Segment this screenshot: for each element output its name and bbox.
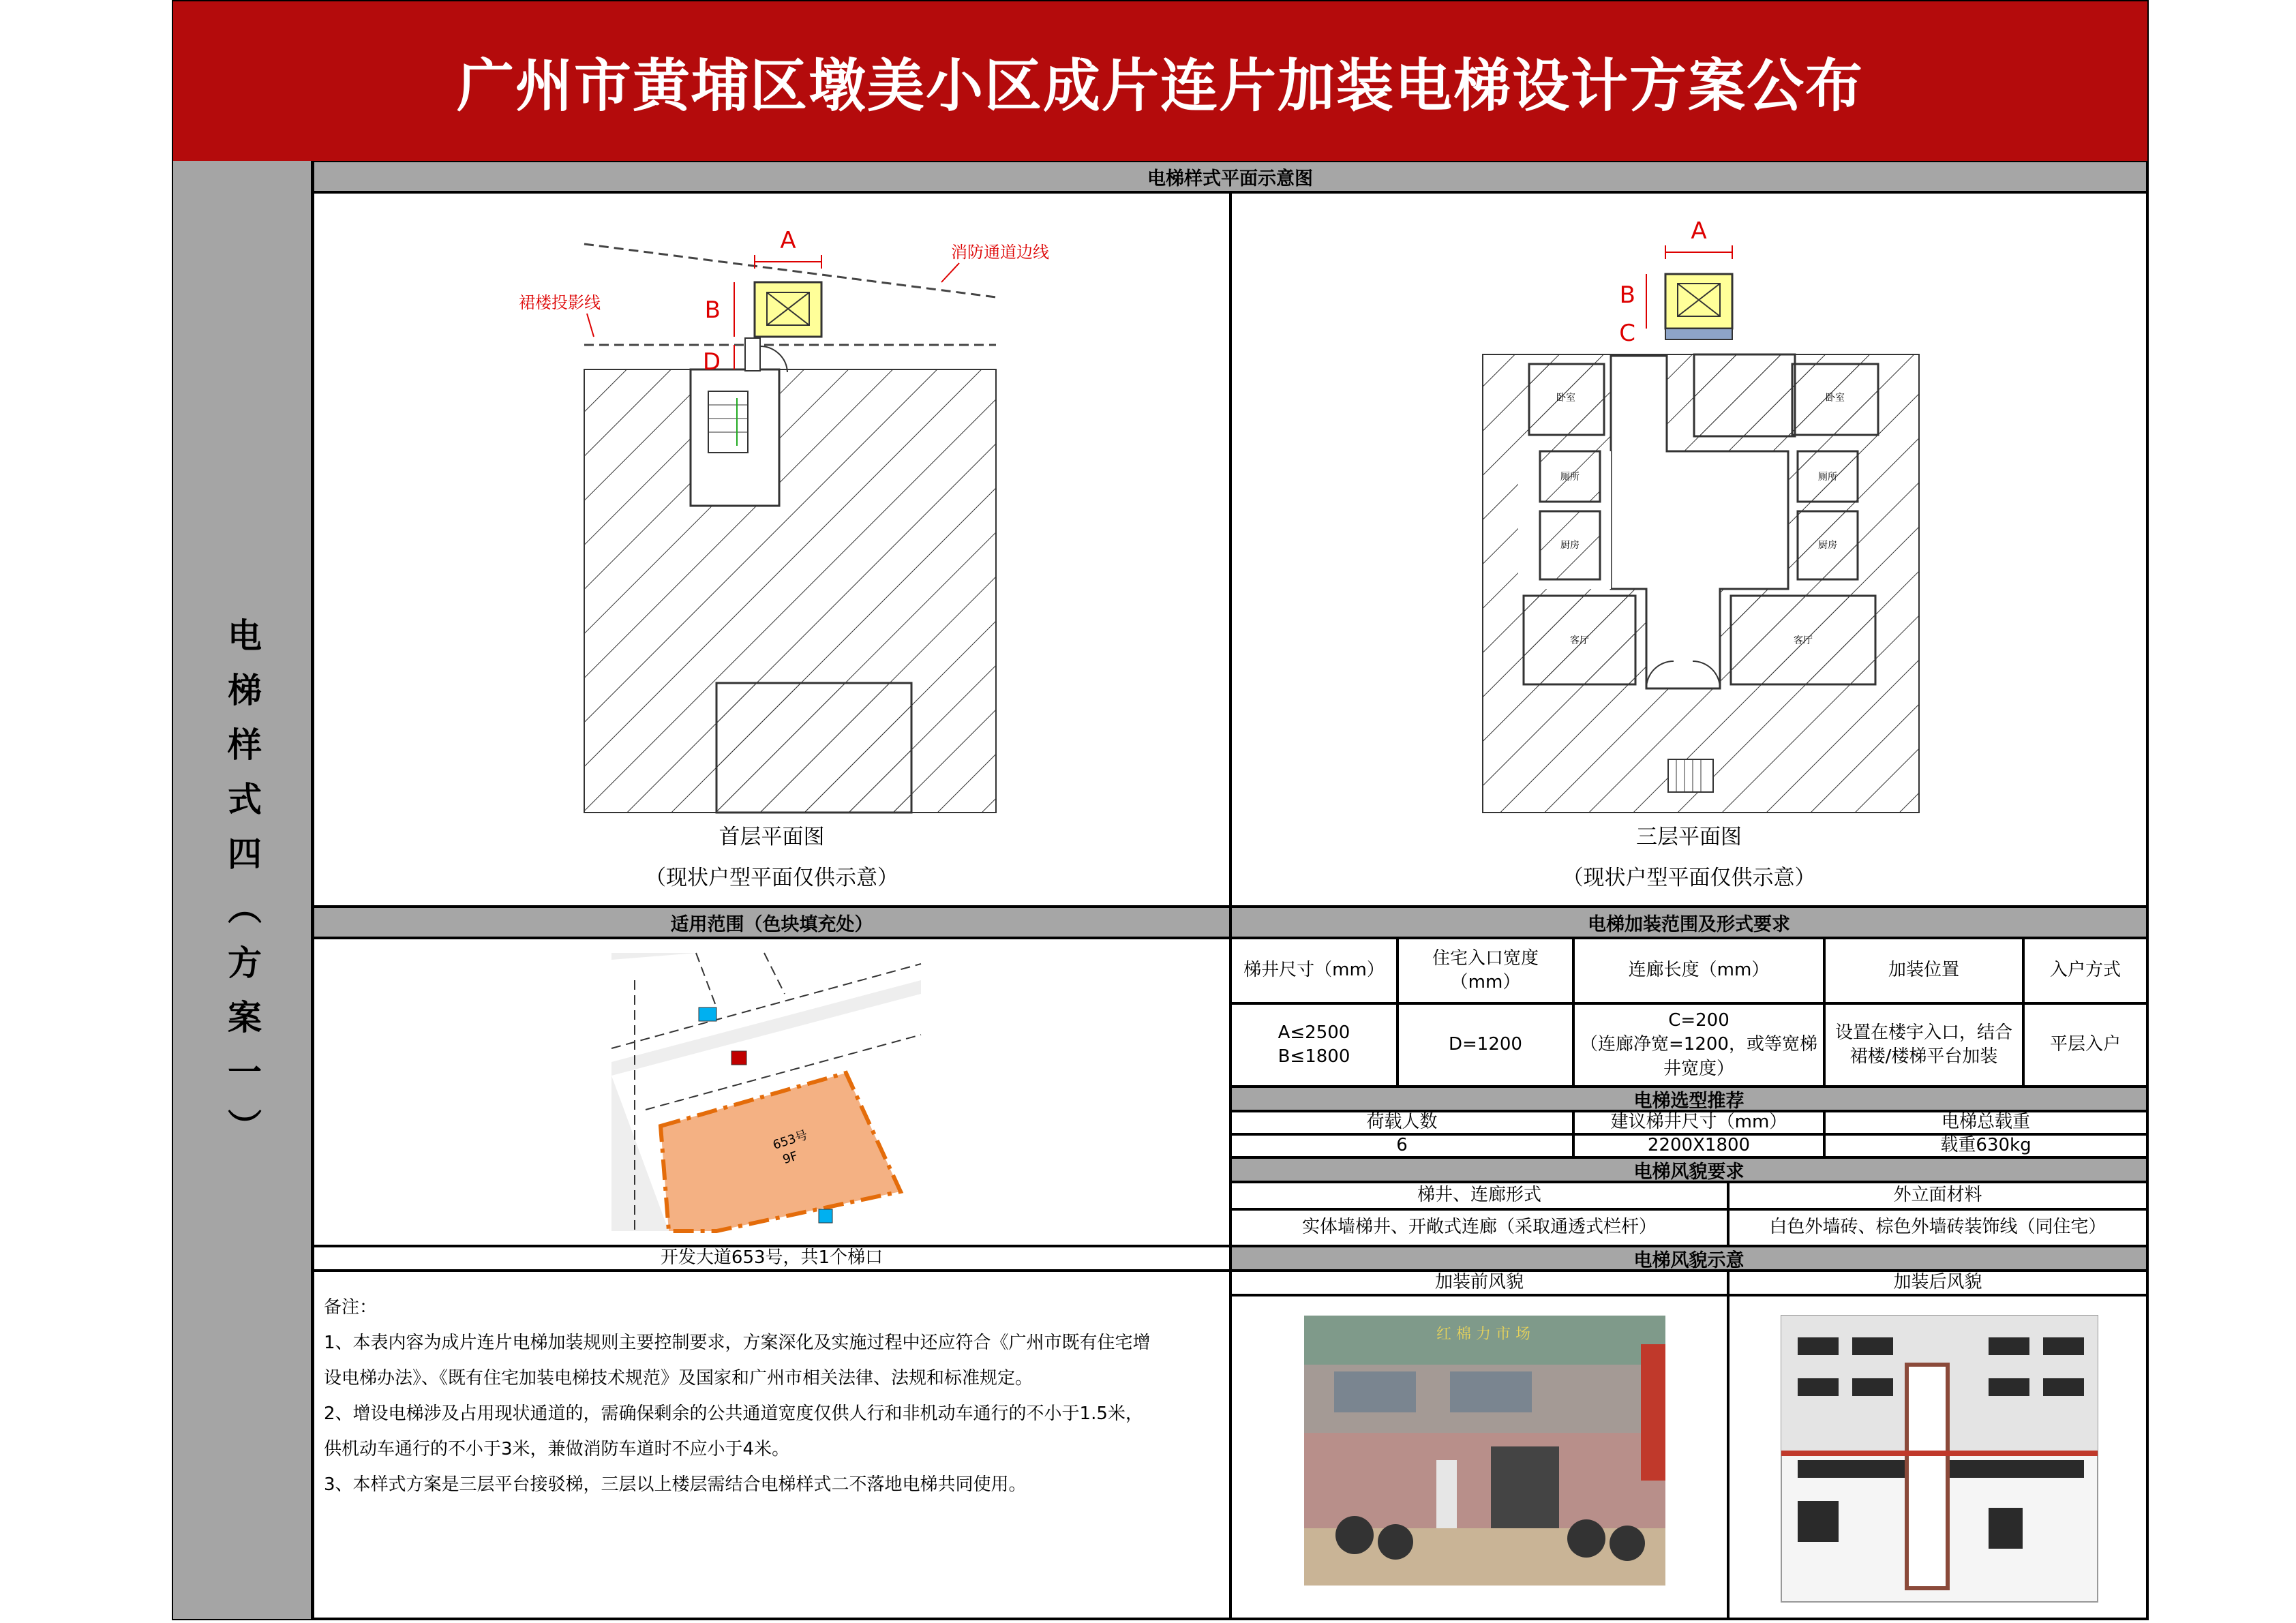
scope-map-panel [313,938,1230,1246]
req-col-corridor: 连廊长度（mm） [1573,938,1824,1003]
before-photo-panel [1230,1295,1728,1619]
req-entrance-value: D=1200 [1398,1003,1573,1087]
sel-load-value: 载重630kg [1824,1134,2147,1157]
page-title: 广州市黄埔区墩美小区成片连片加装电梯设计方案公布 [456,52,1864,119]
building-number: 653号 [771,1127,810,1153]
scope-header: 适用范围（色块填充处） [313,907,1230,938]
dim-label-b: B [704,297,721,324]
third-floor-note: （现状户型平面仅供示意） [1562,866,1816,890]
req-position-value: 设置在楼宇入口，结合裙楼/楼梯平台加装 [1824,1003,2023,1087]
note-line-5: 3、本样式方案是三层平台接驳梯，三层以上楼层需结合电梯样式二不落地电梯共同使用。 [324,1474,1027,1495]
sidebar-label: 电梯样式四（方案一） [222,617,262,1163]
note-line-4: 供机动车通行的不小于3米，兼做消防车道时不应小于4米。 [324,1439,790,1459]
room-label-bedroom-right: 卧室 [1826,393,1845,404]
after-render [1729,1296,2146,1618]
dim-label-b-third: B [1619,282,1635,309]
title-bar [173,1,2147,161]
app-col-material: 外立面材料 [1728,1182,2147,1209]
room-label-living-right: 客厅 [1794,635,1813,646]
after-label: 加装后风貌 [1728,1271,2147,1295]
req-entry-value: 平层入户 [2023,1003,2147,1087]
sel-shaft-value: 2200X1800 [1573,1134,1824,1157]
notes-panel [313,1271,1230,1619]
sel-col-shaft: 建议梯井尺寸（mm） [1573,1111,1824,1134]
room-label-living-left: 客厅 [1570,635,1589,646]
sel-col-load: 电梯总载重 [1824,1111,2147,1134]
app-material-value: 白色外墙砖、棕色外墙砖装饰线（同住宅） [1728,1209,2147,1246]
room-label-kitchen-left: 厨房 [1560,540,1580,551]
sel-col-capacity: 荷载人数 [1230,1111,1573,1134]
after-render-panel [1728,1295,2147,1619]
third-floor-panel [1230,192,2147,907]
app-col-form: 梯井、连廊形式 [1230,1182,1728,1209]
third-floor-plan [1232,194,2146,905]
before-label: 加装前风貌 [1230,1271,1728,1295]
req-col-entry: 入户方式 [2023,938,2147,1003]
before-photo [1232,1296,1727,1618]
app-form-value: 实体墙梯井、开敞式连廊（采取通透式栏杆） [1230,1209,1728,1246]
third-floor-caption: 三层平面图 [1636,825,1742,849]
appearance-header: 电梯风貌要求 [1230,1157,2147,1182]
ground-floor-panel [313,192,1230,907]
note-line-1: 1、本表内容为成片连片电梯加装规则主要控制要求，方案深化及实施过程中还应符合《广州市既有住宅增 [324,1333,1151,1353]
req-shaft-value: A≤2500 B≤1800 [1230,1003,1398,1087]
dim-label-c-third: C [1619,320,1635,347]
req-col-shaft: 梯井尺寸（mm） [1230,938,1398,1003]
room-label-toilet-right: 厕所 [1818,472,1837,483]
scope-map [314,939,1229,1245]
link-corridor [1665,329,1732,339]
requirements-header: 电梯加装范围及形式要求 [1230,907,2147,938]
market-sign: 红 棉 力 市 场 [1436,1326,1530,1343]
req-col-entrance: 住宅入口宽度（mm） [1398,938,1573,1003]
room-label-bedroom-left: 卧室 [1556,393,1575,404]
ground-floor-note: （现状户型平面仅供示意） [645,866,898,890]
dim-label-a: A [780,227,796,254]
room-label-toilet-left: 厕所 [1560,472,1580,483]
req-col-position: 加装位置 [1824,938,2023,1003]
sel-capacity-value: 6 [1230,1134,1573,1157]
room-label-kitchen-right: 厨房 [1818,540,1837,551]
dim-label-a-third: A [1691,217,1707,245]
address-cell: 开发大道653号，共1个梯口 [313,1246,1230,1271]
ground-floor-caption: 首层平面图 [719,825,825,849]
dim-label-d: D [702,348,721,376]
note-line-3: 2、增设电梯涉及占用现状通道的，需确保剩余的公共通道宽度仅供人行和非机动车通行的不小于1.5米， [324,1404,1143,1424]
showcase-header: 电梯风貌示意 [1230,1246,2147,1271]
elevator-tower-render [1907,1365,1948,1588]
fire-line-label: 消防通道边线 [951,243,1049,262]
sidebar [173,161,313,1619]
notes-title: 备注： [324,1297,378,1318]
note-line-2: 设电梯办法》、《既有住宅加装电梯技术规范》及国家和广州市相关法律、法规和标准规定。 [324,1368,1033,1389]
podium-line-label: 裙楼投影线 [519,293,601,312]
building-floors: 9F [781,1149,800,1168]
selection-header: 电梯选型推荐 [1230,1087,2147,1111]
plan-section-header: 电梯样式平面示意图 [313,161,2147,192]
ground-floor-plan [314,194,1229,905]
elevator-shaft-third [1665,274,1732,329]
req-corridor-value: C=200 （连廊净宽=1200，或等宽梯井宽度） [1573,1003,1824,1087]
